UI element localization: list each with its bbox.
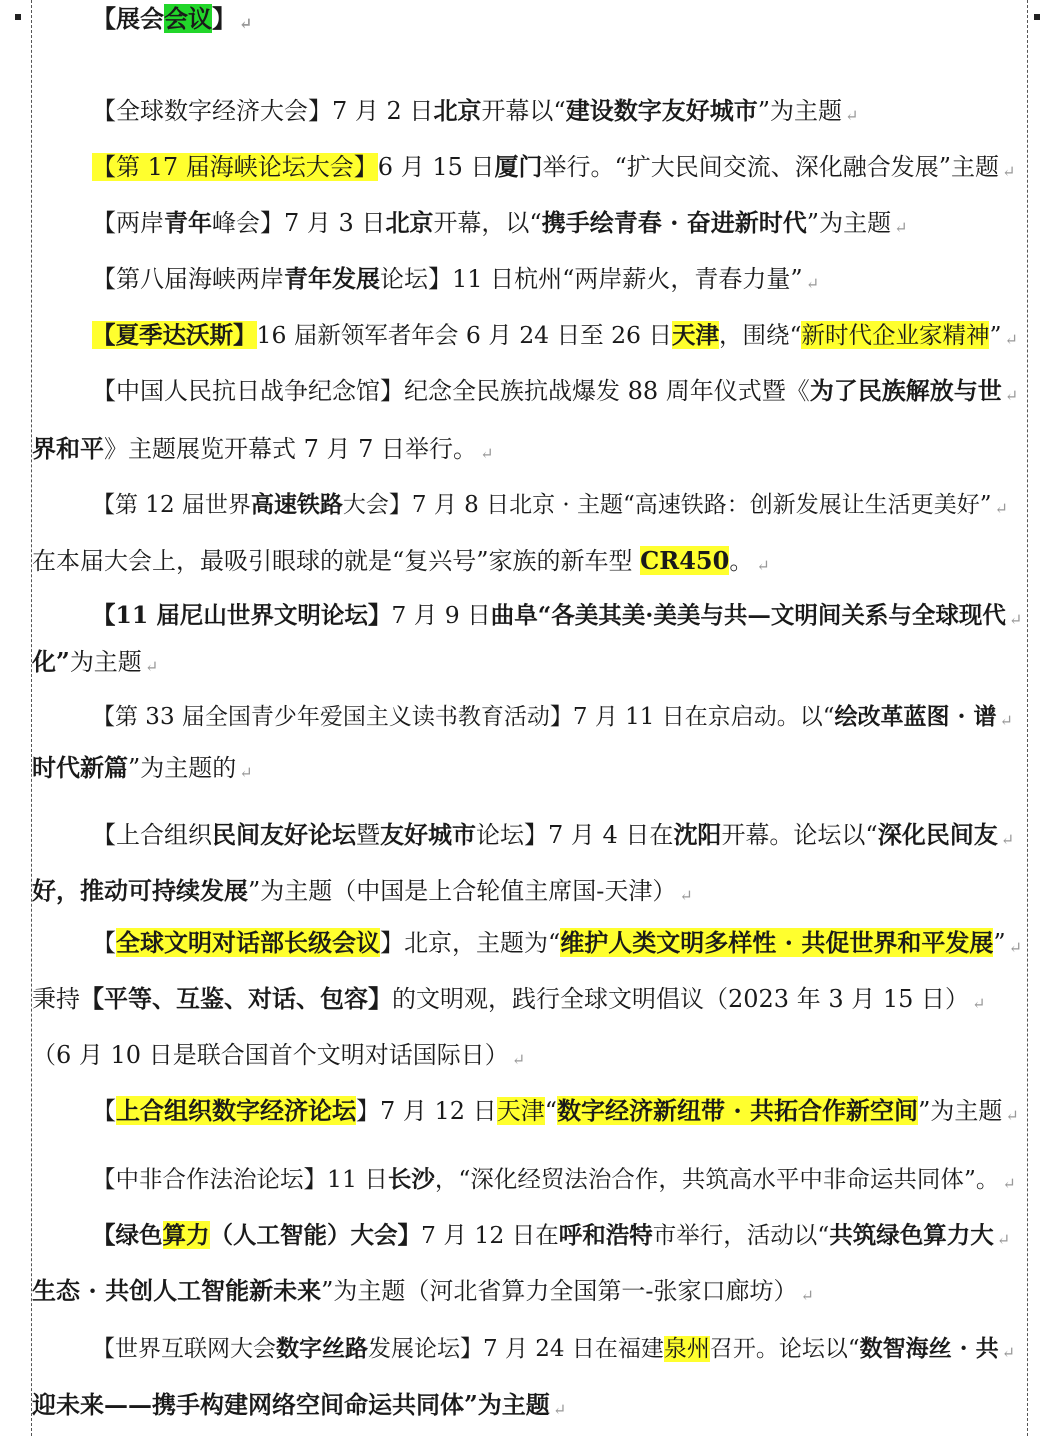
text-run: 北京 bbox=[433, 96, 482, 125]
text-run: 【中国人民抗日战争纪念馆】纪念全民族抗战爆发 88 周年仪式暨《 bbox=[92, 377, 810, 405]
entry-line bbox=[92, 150, 1015, 189]
highlighted-text: 【夏季达沃斯】 bbox=[92, 321, 257, 349]
text-run: 》主题展览开幕式 7 月 7 日举行。 bbox=[104, 435, 478, 463]
text-run: 【第 12 届世界 bbox=[92, 492, 251, 518]
corner-crop-mark bbox=[15, 14, 21, 20]
text-run: ”为主题 bbox=[806, 209, 892, 237]
highlighted-text: 全球文明对话部长级会议 bbox=[116, 928, 380, 957]
text-run: 】北京，主题为“ bbox=[380, 929, 561, 957]
text-run: 长沙 bbox=[387, 1165, 435, 1193]
entry-line bbox=[92, 318, 1018, 357]
text-run: ，“深化经贸法治合作，共筑高水平中非命运共同体”。 bbox=[434, 1165, 1000, 1193]
text-run: 数智海丝 · 共 bbox=[859, 1335, 999, 1362]
paragraph-mark: ↵ bbox=[239, 763, 253, 782]
highlighted-text: 天津 bbox=[496, 1097, 545, 1125]
text-run: ” bbox=[989, 321, 1002, 349]
text-run: （人工智能）大会】 bbox=[209, 1221, 421, 1249]
text-run: ，围绕“ bbox=[718, 321, 802, 349]
text-run: 界和平 bbox=[32, 434, 104, 463]
text-run: 建设数字友好城市 bbox=[565, 96, 758, 125]
paragraph-mark: ↵ bbox=[1004, 330, 1018, 349]
text-run: 开幕。论坛以“ bbox=[721, 821, 878, 849]
text-run: 沈阳 bbox=[673, 820, 722, 849]
text-run: 【 bbox=[92, 929, 116, 957]
paragraph-mark: ↵ bbox=[480, 444, 494, 463]
text-run: 论坛】11 日杭州“两岸薪火，青春力量” bbox=[380, 265, 803, 293]
text-run: 市举行，活动以“ bbox=[652, 1221, 830, 1249]
text-run: 数字丝路 bbox=[276, 1335, 368, 1362]
text-run: ”为主题（河北省算力全国第一-张家口廊坊） bbox=[321, 1277, 798, 1305]
text-run: 发展论坛】7 月 24 日在福建 bbox=[368, 1336, 664, 1362]
entry-line bbox=[92, 94, 858, 133]
text-run: 北京 bbox=[385, 208, 434, 237]
text-run: 厦门 bbox=[494, 152, 543, 181]
text-run: 呼和浩特 bbox=[558, 1221, 653, 1249]
text-run: 7 月 12 日在 bbox=[421, 1221, 559, 1249]
paragraph-mark: ↵ bbox=[552, 1400, 567, 1419]
text-run: ” bbox=[993, 929, 1006, 957]
text-run: 召开。论坛以“ bbox=[709, 1336, 860, 1362]
text-run: 【 bbox=[92, 1097, 116, 1125]
entry-line bbox=[32, 432, 493, 471]
paragraph-mark: ↵ bbox=[144, 657, 159, 676]
text-run: 的文明观，践行全球文明倡议（2023 年 3 月 15 日） bbox=[392, 985, 970, 1013]
entry-line bbox=[32, 1038, 525, 1077]
highlighted-text: CR450 bbox=[640, 546, 730, 575]
paragraph-mark: ↵ bbox=[511, 1050, 526, 1069]
entry-line bbox=[92, 206, 907, 245]
text-run: 【两岸 bbox=[92, 209, 164, 237]
entry-line bbox=[32, 544, 770, 583]
text-run: 开幕，以“ bbox=[433, 209, 542, 237]
corner-crop-mark bbox=[1034, 14, 1040, 20]
paragraph-mark: ↵ bbox=[1000, 830, 1015, 849]
text-run: 【第八届海峡两岸 bbox=[92, 265, 284, 293]
entry-line bbox=[32, 645, 158, 684]
paragraph-mark: ↵ bbox=[1002, 162, 1016, 181]
text-run: ”为主题 bbox=[918, 1097, 1003, 1125]
entry-line bbox=[92, 926, 1022, 965]
entry-line bbox=[92, 818, 1014, 857]
text-run: 7 月 2 日 bbox=[332, 97, 434, 125]
text-run: 【全球数字经济大会】 bbox=[92, 97, 332, 125]
text-run: ”为主题（中国是上合轮值主席国-天津） bbox=[248, 877, 677, 905]
text-run: （6 月 10 日是联合国首个文明对话国际日） bbox=[32, 1041, 509, 1069]
highlighted-text: 泉州 bbox=[663, 1336, 710, 1362]
paragraph-mark: ↵ bbox=[999, 711, 1013, 730]
text-run: 时代新篇 bbox=[32, 753, 128, 782]
text-run: 绘改革蓝图 · 谱 bbox=[834, 703, 997, 730]
text-run: 好，推动可持续发展 bbox=[32, 876, 248, 905]
text-run: 】7 月 12 日 bbox=[356, 1097, 497, 1125]
left-margin-guide bbox=[31, 0, 32, 1436]
text-run: 秉持 bbox=[32, 985, 80, 1013]
paragraph-mark: ↵ bbox=[1002, 1174, 1016, 1193]
text-run: 高速铁路 bbox=[250, 491, 343, 518]
paragraph-mark: ↵ bbox=[894, 218, 908, 237]
highlighted-text: 维护人类文明多样性 · 共促世界和平发展 bbox=[560, 928, 994, 957]
text-run: 【11 届尼山世界文明论坛】 bbox=[92, 601, 392, 629]
paragraph-mark: ↵ bbox=[1004, 386, 1019, 405]
text-run: 【平等、互鉴、对话、包容】 bbox=[80, 984, 392, 1013]
text-run: 携手绘青春 · 奋进新时代 bbox=[541, 208, 807, 237]
text-run: 在本届大会上，最吸引眼球的就是“复兴号”家族的新车型 bbox=[32, 547, 641, 575]
entry-line bbox=[32, 751, 253, 790]
text-run: 【上合组织 bbox=[92, 821, 212, 849]
entry-line bbox=[32, 1388, 566, 1427]
text-run: 曲阜“各美其美·美美与共—文明间关系与全球现代 bbox=[490, 601, 1006, 629]
entry-line bbox=[92, 488, 1008, 526]
text-run: 深化民间友 bbox=[877, 820, 998, 849]
text-run: 【世界互联网大会 bbox=[92, 1336, 276, 1362]
paragraph-mark: ↵ bbox=[1008, 610, 1023, 629]
paragraph-mark: ↵ bbox=[994, 499, 1008, 518]
text-run: 16 届新领军者年会 6 月 24 日至 26 日 bbox=[256, 321, 672, 349]
text-run: 【第 33 届全国青少年爱国主义读书教育活动】7 月 11 日在京启动。以“ bbox=[92, 704, 835, 730]
text-run: 。 bbox=[729, 547, 754, 575]
text-run: 论坛】7 月 4 日在 bbox=[476, 821, 674, 849]
entry-line bbox=[32, 1274, 814, 1313]
paragraph-mark: ↵ bbox=[972, 994, 986, 1013]
entry-line bbox=[92, 1094, 1019, 1133]
right-margin-guide bbox=[1027, 0, 1028, 1436]
text-run: ”为主题的 bbox=[128, 754, 237, 782]
entry-line bbox=[92, 598, 1022, 637]
entry-line bbox=[92, 374, 1018, 413]
text-run: 开幕以“ bbox=[481, 97, 566, 125]
entry-line bbox=[92, 262, 819, 301]
paragraph-mark: ↵ bbox=[239, 14, 253, 33]
text-run: 大会】7 月 8 日北京 · 主题“高速铁路：创新发展让生活更美好” bbox=[342, 492, 992, 518]
highlighted-text: 新时代企业家精神 bbox=[801, 321, 990, 349]
text-run: 化” bbox=[32, 647, 70, 676]
text-run: ”为主题 bbox=[464, 1390, 550, 1419]
paragraph-mark: ↵ bbox=[996, 1230, 1011, 1249]
paragraph-mark: ↵ bbox=[1001, 1343, 1016, 1362]
highlighted-text: 算力 bbox=[162, 1221, 210, 1249]
text-run: 友好城市 bbox=[380, 820, 476, 849]
text-run: 青年 bbox=[164, 208, 212, 237]
text-run: 迎未来——携手构建网络空间命运共同体 bbox=[32, 1390, 464, 1419]
text-run: 【中非合作法治论坛】11 日 bbox=[92, 1165, 388, 1193]
text-run: 共筑绿色算力大 bbox=[829, 1221, 994, 1249]
text-run: 举行。“扩大民间交流、深化融合发展”主题 bbox=[542, 153, 1000, 181]
paragraph-mark: ↵ bbox=[756, 556, 770, 575]
text-run: 生态 · 共创人工智能新未来 bbox=[32, 1276, 322, 1305]
highlighted-text: 上合组织数字经济论坛 bbox=[116, 1096, 356, 1125]
entry-line bbox=[32, 982, 985, 1021]
text-run: ”为主题 bbox=[757, 97, 842, 125]
paragraph-mark: ↵ bbox=[1005, 1106, 1019, 1125]
entry-line bbox=[92, 1332, 1015, 1370]
entry-line bbox=[92, 700, 1013, 738]
paragraph-mark: ↵ bbox=[800, 1286, 814, 1305]
text-run: 民间友好论坛 bbox=[212, 820, 356, 849]
highlighted-text: 天津 bbox=[671, 321, 719, 349]
paragraph-mark: ↵ bbox=[1008, 938, 1023, 957]
text-run: 青年发展 bbox=[284, 264, 380, 293]
text-run: 为了民族解放与世 bbox=[809, 376, 1002, 405]
paragraph-mark: ↵ bbox=[679, 886, 693, 905]
text-run: 【绿色 bbox=[92, 1221, 163, 1249]
entry-line bbox=[92, 1218, 1010, 1257]
section-heading: 【展会会议】 ↵ bbox=[92, 4, 253, 33]
paragraph-mark: ↵ bbox=[845, 106, 859, 125]
highlighted-text: 数字经济新纽带 · 共拓合作新空间 bbox=[556, 1096, 919, 1125]
highlighted-text: 【第 17 届海峡论坛大会】 bbox=[92, 153, 378, 181]
paragraph-mark: ↵ bbox=[805, 274, 820, 293]
text-run: 暨 bbox=[356, 821, 380, 849]
entry-line bbox=[92, 1162, 1016, 1201]
text-run: 峰会】7 月 3 日 bbox=[212, 209, 386, 237]
text-run: 为主题 bbox=[69, 648, 142, 676]
text-run: 7 月 9 日 bbox=[391, 601, 491, 629]
text-run: “ bbox=[544, 1097, 557, 1125]
entry-line bbox=[32, 874, 693, 913]
text-run: 6 月 15 日 bbox=[377, 153, 495, 181]
